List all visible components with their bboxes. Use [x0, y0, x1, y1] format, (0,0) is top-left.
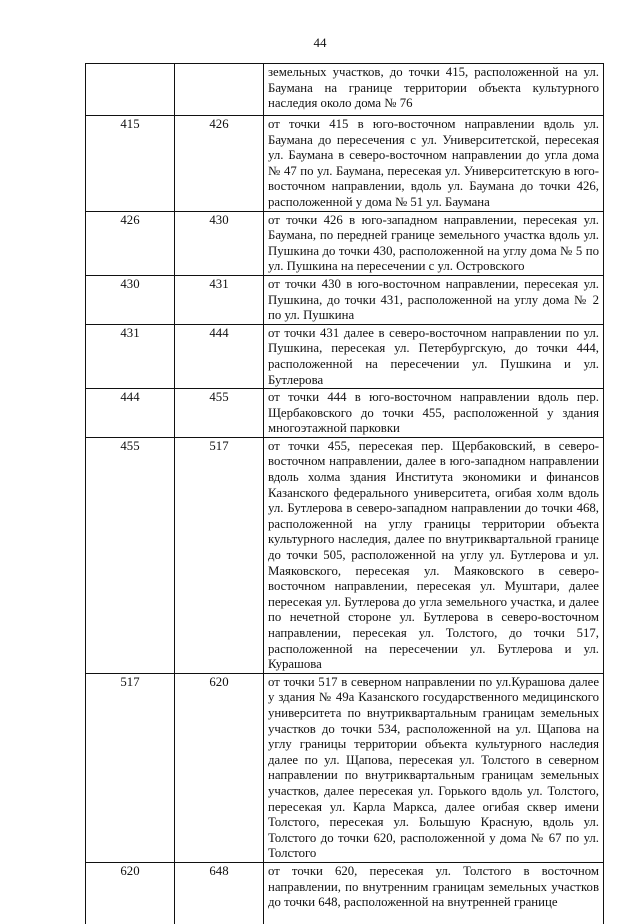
from-point-cell: 455	[86, 437, 175, 673]
description-cell: от точки 426 в юго-западном направлении, пересекая ул. Баумана, по передней границе земельного участка вдоль ул. Пушкина до точки 430, расположенной на углу дома № 5 по ул. Пушкина на пересечении с ул. Островского	[264, 211, 604, 275]
from-point-cell: 444	[86, 389, 175, 438]
table-row	[86, 64, 604, 116]
to-point-cell: 648	[175, 862, 264, 924]
table-row	[86, 389, 604, 438]
to-point-cell: 426	[175, 116, 264, 212]
from-point-cell: 620	[86, 862, 175, 924]
to-point-cell	[175, 64, 264, 116]
to-point-cell: 430	[175, 211, 264, 275]
description-cell: от точки 415 в юго-восточном направлении вдоль ул. Баумана до пересечения с ул. Университетской, пересекая ул. Баумана в северо-восточном направлении до угла дома № 47 по ул. Баумана, пересекая ул. Университетскую в юго-восточном направлении, вдоль ул. Баумана до точки 426, расположенной у дома № 51 ул. Баумана	[264, 116, 604, 212]
description-cell: от точки 431 далее в северо-восточном направлении по ул. Пушкина, пересекая ул. Петербургскую, до точки 444, расположенной на пересечении ул. Пушкина и ул. Бутлерова	[264, 324, 604, 388]
from-point-cell: 430	[86, 275, 175, 324]
table-row	[86, 275, 604, 324]
to-point-cell: 517	[175, 437, 264, 673]
to-point-cell: 431	[175, 275, 264, 324]
from-point-cell	[86, 64, 175, 116]
to-point-cell: 455	[175, 389, 264, 438]
from-point-cell: 426	[86, 211, 175, 275]
table-row	[86, 116, 604, 212]
from-point-cell: 431	[86, 324, 175, 388]
table-row	[86, 862, 604, 924]
to-point-cell: 444	[175, 324, 264, 388]
from-point-cell: 415	[86, 116, 175, 212]
description-cell: от точки 517 в северном направлении по ул.Курашова далее у здания № 49а Казанского государственного медицинского университета по внутриквартальным границам земельных участков до точки 534, расположенной на ул. Щапова на углу границы территории объекта культурного наследия далее по ул. Щапова, пересекая ул. Толстого в северном направлении по внутриквартальным границам земельных участков, далее пересекая ул. Горького вдоль ул. Толстого, пересекая ул. Карла Маркса, далее огибая сквер имени Толстого, пересекая ул. Большую Красную, вдоль ул. Толстого до точки 620, расположенной у дома № 67 по ул. Толстого	[264, 673, 604, 862]
table-row	[86, 211, 604, 275]
boundary-points-table	[85, 63, 604, 924]
description-cell: от точки 444 в юго-восточном направлении вдоль пер. Щербаковского до точки 455, расположенной у здания многоэтажной парковки	[264, 389, 604, 438]
table-row	[86, 673, 604, 862]
description-cell: от точки 620, пересекая ул. Толстого в восточном направлении, по внутренним границам земельных участков до точки 648, расположенной на внутренней границе	[264, 862, 604, 924]
page-number: 44	[313, 35, 327, 50]
from-point-cell: 517	[86, 673, 175, 862]
description-cell: земельных участков, до точки 415, расположенной на ул. Баумана на границе территории объекта культурного наследия около дома № 76	[264, 64, 604, 116]
description-cell: от точки 455, пересекая пер. Щербаковский, в северо-восточном направлении, далее в юго-западном направлении вдоль холма здания Института экономики и финансов Казанского федерального университета, огибая холм вдоль ул. Бутлерова в северо-западном направлении до точки 468, расположенной на углу границы территории объекта культурного наследия, далее по внутриквартальной границе до точки 505, расположенной на углу ул. Бутлерова и ул. Маяковского, пересекая ул. Маяковского в северо-восточном направлении, пересекая ул. Муштари, далее пересекая ул. Бутлерова до угла земельного участка, и далее по нечетной стороне ул. Бутлерова в северо-восточном направлении, пересекая ул. Толстого, до точки 517, расположенной на пересечении ул. Бутлерова и ул. Курашова	[264, 437, 604, 673]
table-row	[86, 437, 604, 673]
table-row	[86, 324, 604, 388]
description-cell: от точки 430 в юго-восточном направлении, пересекая ул. Пушкина, до точки 431, расположенной на углу дома № 2 по ул. Пушкина	[264, 275, 604, 324]
to-point-cell: 620	[175, 673, 264, 862]
